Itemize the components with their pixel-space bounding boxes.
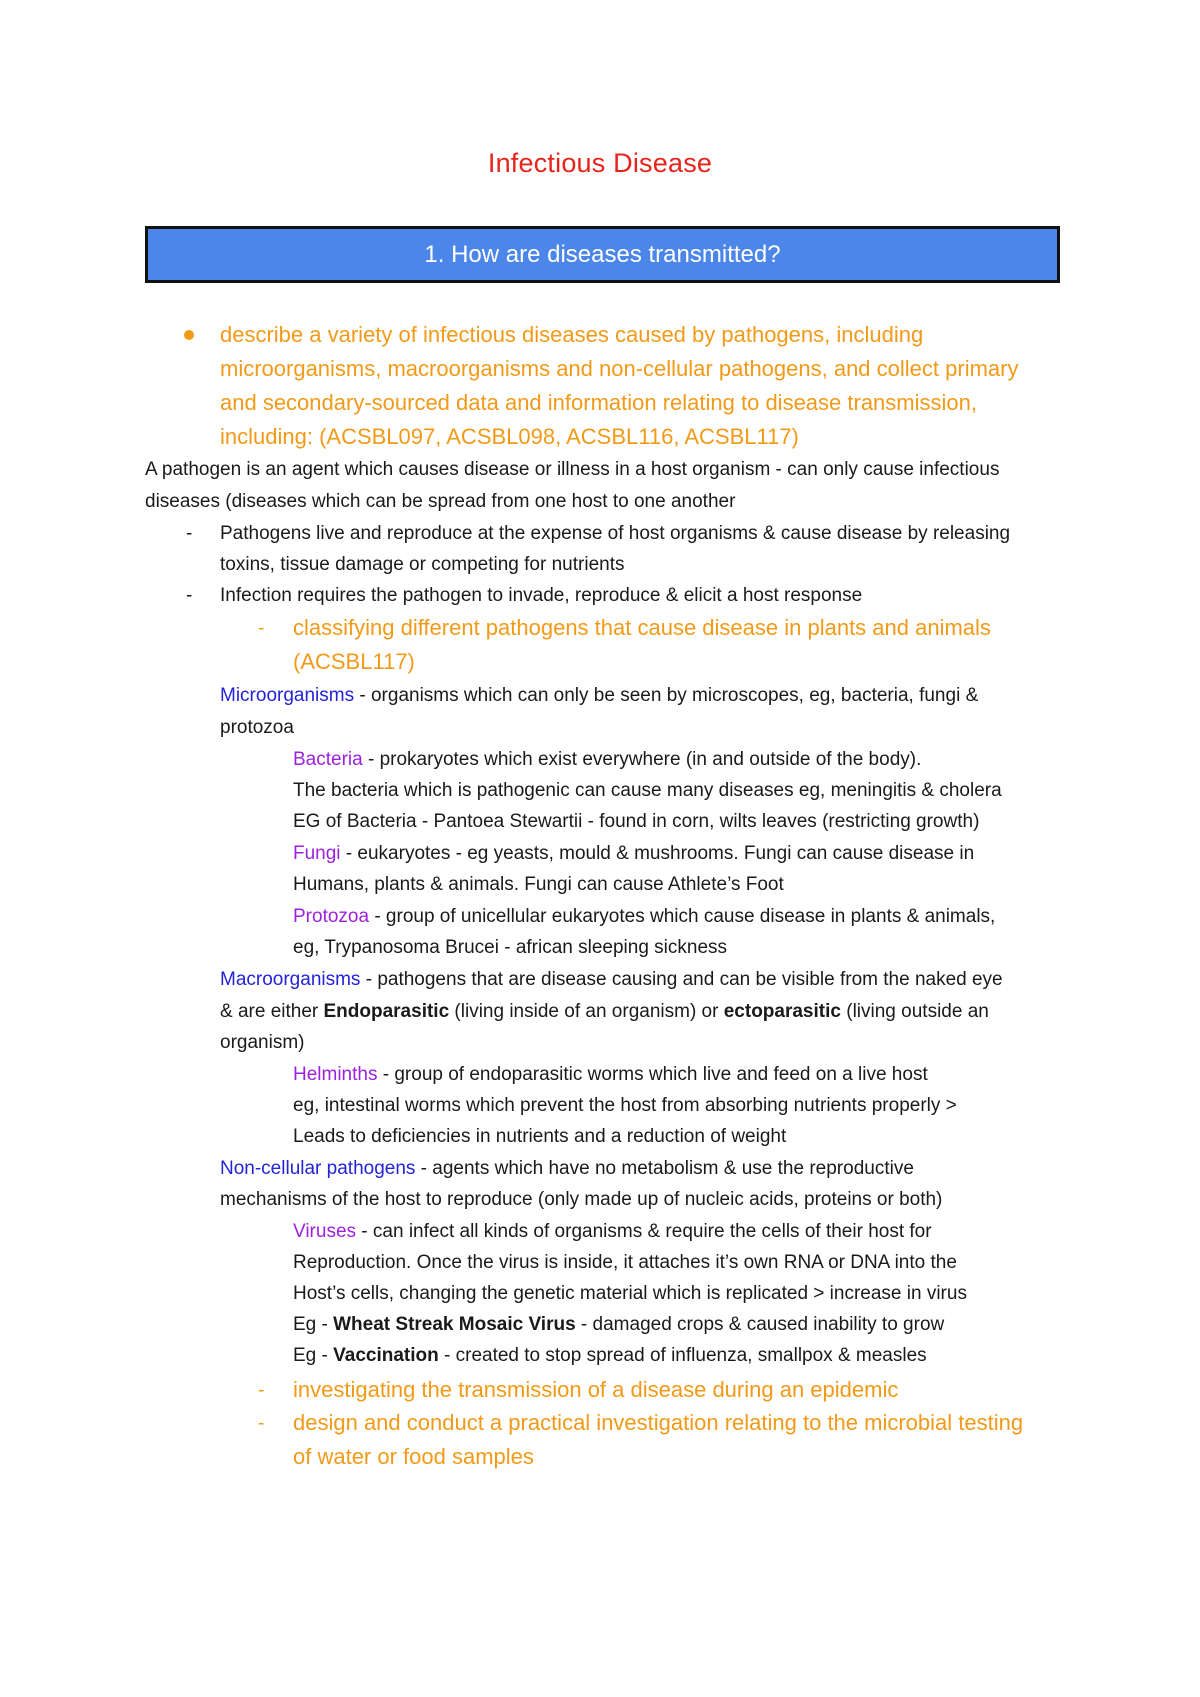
subcategory-term: Bacteria	[293, 749, 363, 770]
microorganisms-line	[220, 684, 978, 708]
pathogen-definition: A pathogen is an agent which causes disease or illness in a host organism - can only cause infectious	[145, 459, 1000, 480]
objective-line: including: (ACSBL097, ACSBL098, ACSBL116, ACSBL117)	[220, 424, 799, 449]
definition-text: eg, Trypanosoma Brucei - african sleeping sickness	[293, 937, 728, 958]
bullet-icon	[184, 330, 194, 340]
category-term: Non-cellular pathogens	[220, 1158, 416, 1179]
dash-icon: -	[186, 523, 193, 544]
definition-text: - eukaryotes - eg yeasts, mould & mushrooms. Fungi can cause disease in	[340, 843, 975, 864]
text-span: - created to stop spread of influenza, smallpox & measles	[438, 1345, 927, 1366]
definition-text: The bacteria which is pathogenic can cause many diseases eg, meningitis & cholera	[293, 780, 1002, 801]
definition-text: - organisms which can only be seen by microscopes, eg, bacteria, fungi &	[354, 685, 979, 706]
definition-text: Leads to deficiencies in nutrients and a reduction of weight	[293, 1126, 787, 1147]
document-title: Infectious Disease	[487, 148, 713, 178]
dash-icon: -	[258, 1413, 265, 1434]
definition-text: mechanisms of the host to reproduce (only made up of nucleic acids, proteins or both)	[220, 1189, 943, 1210]
dash-icon: -	[186, 585, 193, 606]
bold-term: Endoparasitic	[323, 1001, 450, 1022]
definition-text: - agents which have no metabolism & use the reproductive	[415, 1158, 914, 1179]
definition-text: organism)	[220, 1032, 305, 1053]
protozoa-line	[293, 905, 995, 929]
definition-text: Host’s cells, changing the genetic material which is replicated > increase in virus	[293, 1283, 967, 1304]
text-span: (living outside an	[840, 1001, 989, 1022]
objective-line: design and conduct a practical investigation relating to the microbial testing	[293, 1410, 1024, 1435]
text-span: Eg -	[293, 1345, 334, 1366]
definition-text: - group of unicellular eukaryotes which cause disease in plants & animals,	[369, 906, 996, 927]
subcategory-term: Helminths	[293, 1064, 378, 1085]
pathogen-definition: diseases (diseases which can be spread from one host to one another	[145, 491, 736, 512]
macroorganisms-line	[220, 968, 1003, 992]
helminths-line	[293, 1063, 928, 1087]
non-cellular-line	[220, 1157, 914, 1181]
definition-text: Humans, plants & animals. Fungi can cause Athlete’s Foot	[293, 874, 784, 895]
category-term: Macroorganisms	[220, 969, 361, 990]
list-item: Pathogens live and reproduce at the expense of host organisms & cause disease by releasing	[220, 523, 1011, 544]
definition-text: protozoa	[220, 717, 294, 738]
text-span: - damaged crops & caused inability to grow	[575, 1314, 945, 1335]
text-span: (living inside of an organism) or	[449, 1001, 724, 1022]
fungi-line	[293, 842, 974, 866]
example-line	[293, 1344, 927, 1368]
objective-line: of water or food samples	[293, 1444, 534, 1469]
objective-line: microorganisms, macroorganisms and non-cellular pathogens, and collect primary	[220, 356, 1019, 381]
definition-text: - prokaryotes which exist everywhere (in and outside of the body).	[362, 749, 922, 770]
list-item: Infection requires the pathogen to invade, reproduce & elicit a host response	[220, 585, 863, 606]
list-item: toxins, tissue damage or competing for nutrients	[220, 554, 625, 575]
subcategory-term: Protozoa	[293, 906, 370, 927]
objective-line: describe a variety of infectious diseases caused by pathogens, including	[220, 322, 924, 347]
dash-icon: -	[258, 618, 265, 639]
section-heading: 1. How are diseases transmitted?	[424, 240, 781, 268]
objective-line: and secondary-sourced data and information relating to disease transmission,	[220, 390, 977, 415]
text-span: Eg -	[293, 1314, 334, 1335]
definition-text: - group of endoparasitic worms which live and feed on a live host	[377, 1064, 928, 1085]
objective-line: (ACSBL117)	[293, 649, 415, 674]
section-heading-box	[145, 226, 1060, 283]
definition-text	[220, 1000, 989, 1024]
subcategory-term: Viruses	[293, 1221, 357, 1242]
definition-text: - pathogens that are disease causing and can be visible from the naked eye	[360, 969, 1003, 990]
example-line	[293, 1313, 944, 1337]
category-term: Microorganisms	[220, 685, 355, 706]
definition-text: - can infect all kinds of organisms & require the cells of their host for	[356, 1221, 932, 1242]
dash-icon: -	[258, 1380, 265, 1401]
definition-text: eg, intestinal worms which prevent the host from absorbing nutrients properly >	[293, 1095, 957, 1116]
text-span: & are either	[220, 1001, 324, 1022]
bold-term: Vaccination	[333, 1345, 439, 1366]
bacteria-line	[293, 748, 921, 772]
bold-term: ectoparasitic	[723, 1001, 841, 1022]
subcategory-term: Fungi	[293, 843, 341, 864]
definition-text: Reproduction. Once the virus is inside, it attaches it’s own RNA or DNA into the	[293, 1252, 957, 1273]
objective-line: classifying different pathogens that cause disease in plants and animals	[293, 615, 991, 640]
objective-line: investigating the transmission of a disease during an epidemic	[293, 1377, 899, 1402]
definition-text: EG of Bacteria - Pantoea Stewartii - found in corn, wilts leaves (restricting growth)	[293, 811, 980, 832]
viruses-line	[293, 1220, 932, 1244]
bold-term: Wheat Streak Mosaic Virus	[333, 1314, 576, 1335]
